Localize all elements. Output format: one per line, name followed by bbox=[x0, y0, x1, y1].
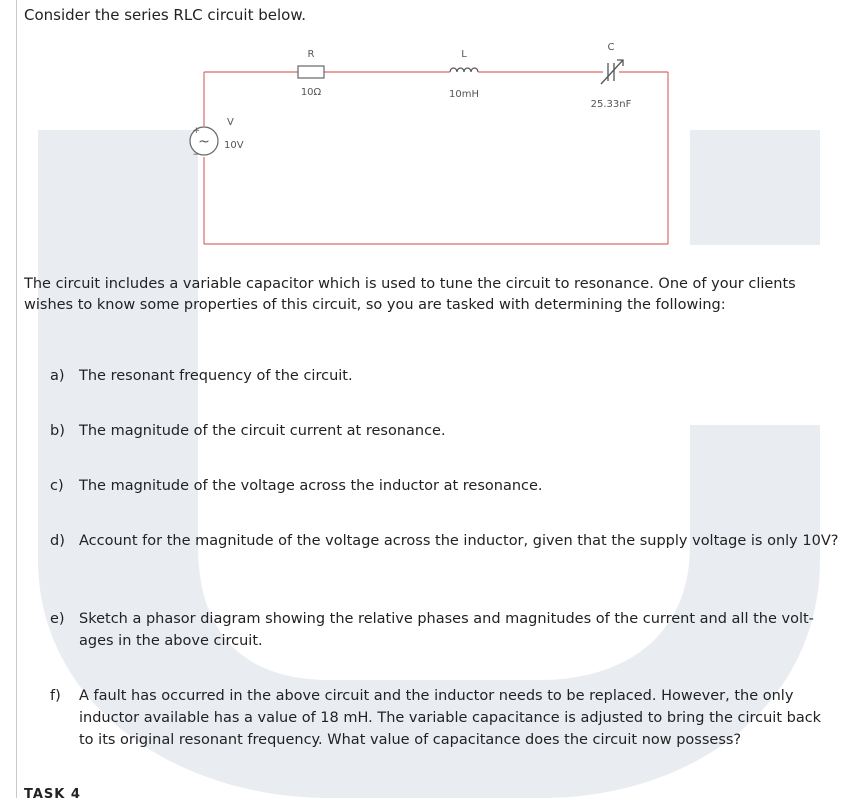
inductor-name-label: L bbox=[461, 49, 467, 60]
question-d bbox=[50, 530, 840, 552]
svg-text:−: − bbox=[192, 150, 200, 160]
task-heading: TASK 4 bbox=[24, 787, 81, 802]
inductor-symbol bbox=[450, 68, 478, 72]
source-value-label: 10V bbox=[224, 140, 244, 151]
resistor-symbol bbox=[298, 66, 324, 78]
rlc-circuit-diagram bbox=[0, 0, 866, 260]
inductor-value-label: 10mH bbox=[449, 89, 479, 100]
question-a bbox=[50, 365, 840, 387]
question-text: The resonant frequency of the circuit. bbox=[79, 368, 353, 384]
question-label: e) bbox=[50, 611, 65, 627]
question-text: A fault has occurred in the above circuit and the inductor needs to be replaced. However, the only inductor available has a value of 18 mH. The variable capacitance is adjusted to bring the circuit back to its original resonant frequency. What value of capacitance does the circuit now possess? bbox=[79, 688, 822, 748]
question-label: c) bbox=[50, 478, 64, 494]
question-e bbox=[50, 608, 840, 652]
svg-text:+: + bbox=[192, 126, 200, 136]
question-f bbox=[50, 685, 840, 751]
question-label: b) bbox=[50, 423, 65, 439]
question-label: f) bbox=[50, 688, 61, 704]
question-b bbox=[50, 420, 840, 442]
voltage-source-symbol bbox=[190, 126, 218, 160]
question-label: a) bbox=[50, 368, 65, 384]
source-name-label: V bbox=[227, 117, 234, 128]
question-text: The magnitude of the voltage across the inductor at resonance. bbox=[79, 478, 543, 494]
svg-text:~: ~ bbox=[198, 134, 210, 150]
question-text: Sketch a phasor diagram showing the relative phases and magnitudes of the current and all the volt-ages in the above circuit. bbox=[79, 611, 814, 649]
question-label: d) bbox=[50, 533, 65, 549]
intro-text: Consider the series RLC circuit below. bbox=[24, 6, 306, 24]
capacitor-value-label: 25.33nF bbox=[590, 99, 632, 110]
resistor-name-label: R bbox=[307, 49, 315, 60]
capacitor-name-label: C bbox=[607, 42, 615, 53]
question-text: The magnitude of the circuit current at resonance. bbox=[79, 423, 446, 439]
question-text: Account for the magnitude of the voltage across the inductor, given that the supply voltage is only 10V? bbox=[79, 533, 839, 549]
resistor-value-label: 10Ω bbox=[300, 87, 322, 98]
question-c bbox=[50, 475, 840, 497]
description-paragraph: The circuit includes a variable capacitor which is used to tune the circuit to resonance. One of your clients wishes to know some properties of this circuit, so you are tasked with determining the following: bbox=[24, 276, 796, 313]
